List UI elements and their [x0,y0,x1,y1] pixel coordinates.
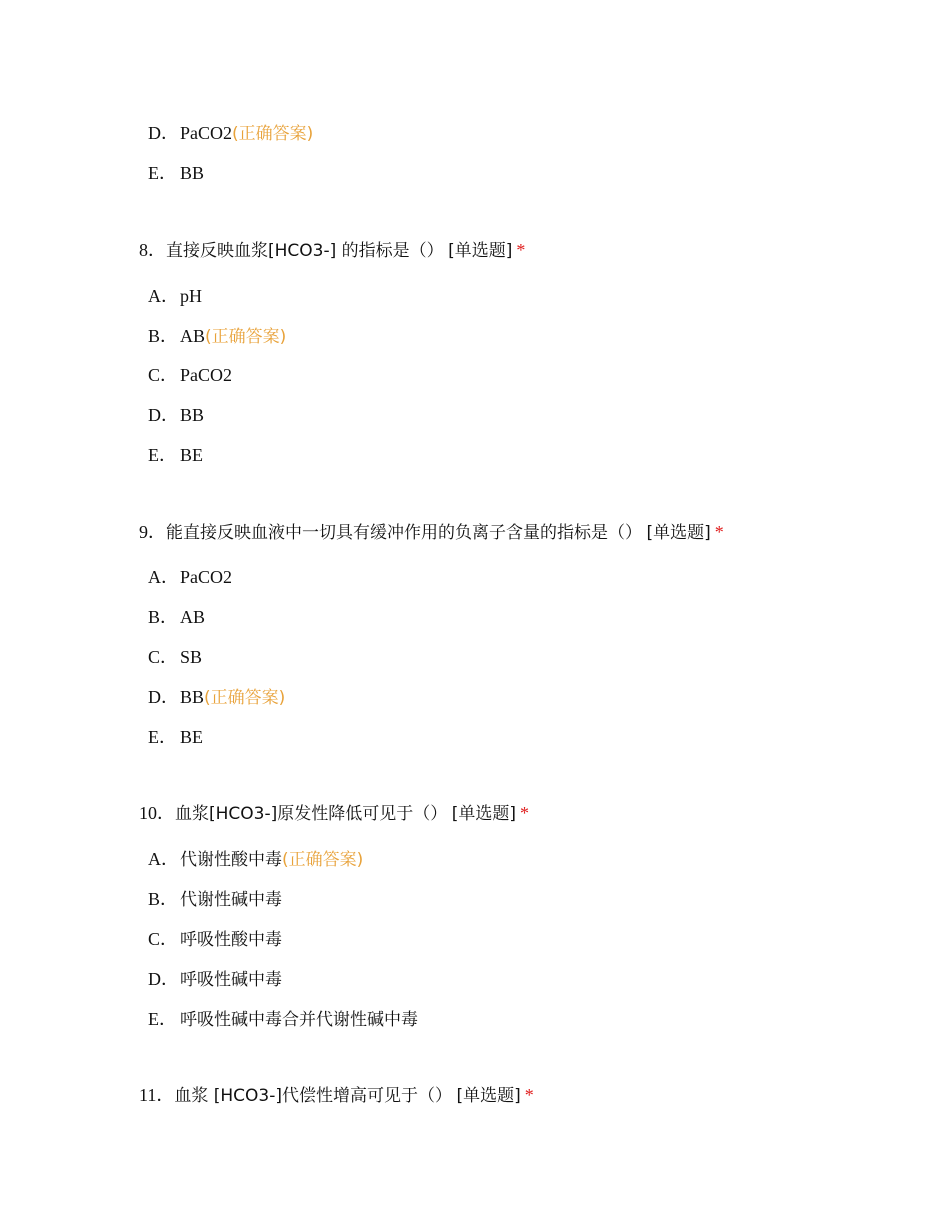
required-mark: * [520,803,530,823]
option-label: A． [148,567,179,587]
option-text: AB [180,607,206,627]
option-label: B． [148,607,179,627]
option-text: pH [180,286,202,306]
correct-answer-tag: (正确答案) [204,688,286,708]
question-type: [单选题] [448,241,513,261]
option-label: C． [148,647,179,667]
question-number: 9． [139,522,166,542]
correct-answer-tag: (正确答案) [282,850,364,870]
option-text: BE [180,445,204,465]
option-item [148,403,204,427]
option-text: PaCO2 [180,123,233,143]
option-label: B． [148,326,179,346]
option-text: 代谢性碱中毒 [180,890,282,910]
option-text: 代谢性酸中毒 [180,850,282,870]
option-item [148,284,202,308]
option-item [148,725,203,749]
option-item [148,443,203,467]
option-label: E． [148,1009,177,1029]
option-label: A． [148,849,179,869]
option-item [148,363,232,387]
option-item [148,967,282,992]
option-text: BE [180,727,204,747]
correct-answer-tag: (正确答案) [232,124,314,144]
option-text: SB [180,647,203,667]
option-label: D． [148,405,179,425]
required-mark: * [524,1085,534,1105]
option-label: E． [148,445,177,465]
option-item [148,324,286,349]
option-text: PaCO2 [180,567,233,587]
required-mark: * [516,240,526,260]
option-item [148,847,363,872]
option-text: 呼吸性碱中毒合并代谢性碱中毒 [180,1010,418,1030]
option-label: A． [148,286,179,306]
question-text: 能直接反映血液中一切具有缓冲作用的负离子含量的指标是（） [166,523,642,543]
option-label: E． [148,163,177,183]
option-item [148,161,204,185]
option-text: PaCO2 [180,365,233,385]
question-type: [单选题] [456,1086,521,1106]
option-text: BB [180,163,205,183]
option-item [148,685,285,710]
option-item [148,887,282,912]
option-text: 呼吸性碱中毒 [180,970,282,990]
correct-answer-tag: (正确答案) [205,327,287,347]
option-item [148,605,205,629]
question-text: 血浆[HCO3-]原发性降低可见于（） [175,804,448,824]
question-title [139,520,724,545]
question-number: 11． [139,1085,175,1105]
option-label: D． [148,123,179,143]
option-label: C． [148,929,179,949]
question-text: 直接反映血浆[HCO3-] 的指标是（） [166,241,444,261]
option-label: B． [148,889,179,909]
question-type: [单选题] [451,804,517,824]
option-item [148,1007,418,1032]
option-label: C． [148,365,179,385]
question-type: [单选题] [646,523,711,543]
question-title [139,1083,534,1108]
question-title [139,238,525,263]
option-item [148,565,232,589]
option-item [148,645,202,669]
option-item [148,121,313,146]
option-label: D． [148,969,179,989]
question-number: 10． [139,803,175,823]
required-mark: * [714,522,724,542]
question-number: 8． [139,240,166,260]
option-label: D． [148,687,179,707]
option-text: 呼吸性酸中毒 [180,930,282,950]
option-text: BB [180,405,205,425]
option-text: BB [180,687,205,707]
option-label: E． [148,727,177,747]
option-item [148,927,282,952]
question-title [139,801,529,826]
option-text: AB [180,326,206,346]
question-text: 血浆 [HCO3-]代偿性增高可见于（） [174,1086,452,1106]
